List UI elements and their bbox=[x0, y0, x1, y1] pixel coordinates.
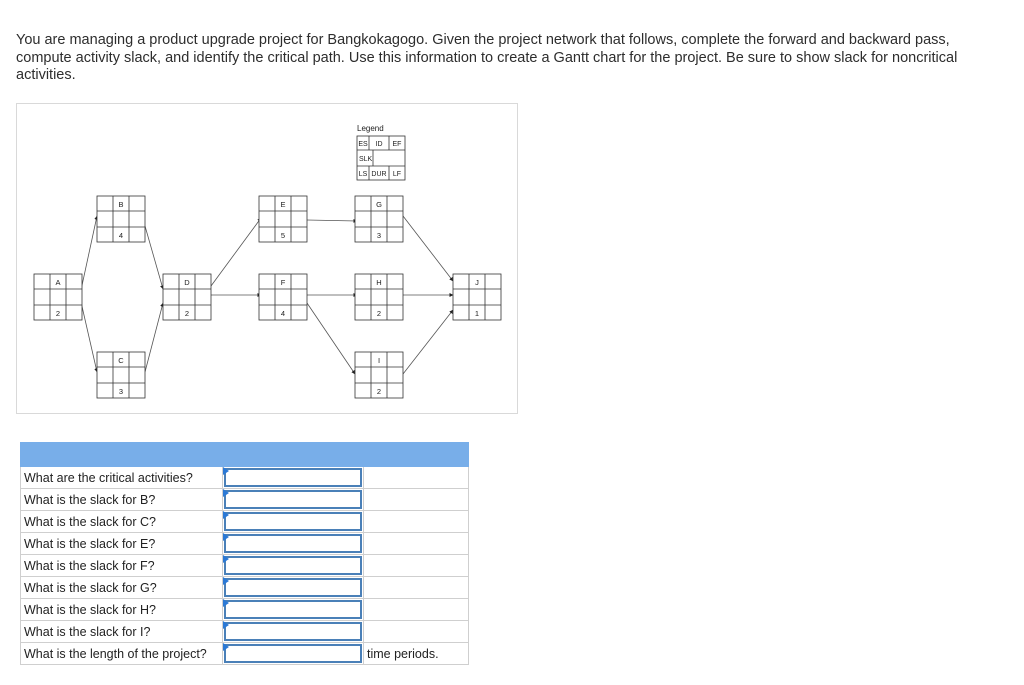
node-f-id: F bbox=[280, 278, 286, 287]
answer-table-header bbox=[21, 443, 469, 467]
node-h bbox=[355, 274, 403, 320]
question-row-slack-h bbox=[21, 599, 469, 621]
arrow-c-d bbox=[145, 303, 163, 372]
legend bbox=[357, 124, 405, 180]
legend-id: ID bbox=[375, 141, 383, 148]
node-j-id: J bbox=[475, 278, 479, 287]
answer-input-critical-activities[interactable] bbox=[224, 468, 362, 487]
arrow-a-c bbox=[81, 302, 97, 372]
problem-statement: You are managing a product upgrade project for Bangkokagogo. Given the project network that follows, complete the forward and backward pass, compute activity slack, and identify the critical path. Use this information to create a Gantt chart for the project. Be sure to show slack for noncritical activities. bbox=[16, 32, 958, 83]
node-e bbox=[259, 196, 307, 242]
node-d bbox=[163, 274, 211, 320]
node-a-dur: 2 bbox=[55, 309, 61, 318]
node-i bbox=[355, 352, 403, 398]
answer-flag-icon bbox=[223, 533, 229, 541]
question-label: What are the critical activities? bbox=[21, 467, 223, 489]
answer-input-slack-g[interactable] bbox=[224, 578, 362, 597]
node-c-id: C bbox=[118, 356, 124, 365]
question-row-slack-e bbox=[21, 533, 469, 555]
legend-title: Legend bbox=[357, 124, 384, 133]
node-d-dur: 2 bbox=[184, 309, 190, 318]
answer-flag-icon bbox=[223, 599, 229, 607]
question-label: What is the slack for G? bbox=[21, 577, 223, 599]
arrow-a-b bbox=[81, 216, 97, 290]
answer-flag-icon bbox=[223, 577, 229, 585]
node-a-id: A bbox=[55, 278, 61, 287]
arrow-g-j bbox=[403, 216, 453, 281]
arrow-e-g bbox=[307, 220, 357, 221]
answer-input-slack-i[interactable] bbox=[224, 622, 362, 641]
answer-flag-icon bbox=[223, 643, 229, 651]
answer-flag-icon bbox=[223, 489, 229, 497]
answer-input-slack-f[interactable] bbox=[224, 556, 362, 575]
node-c bbox=[97, 352, 145, 398]
network-svg bbox=[17, 104, 517, 413]
node-g-dur: 3 bbox=[376, 231, 382, 240]
node-d-id: D bbox=[184, 278, 190, 287]
node-c-dur: 3 bbox=[118, 387, 124, 396]
node-h-id: H bbox=[376, 278, 382, 287]
answer-flag-icon bbox=[223, 467, 229, 475]
answer-unit-time-periods: time periods. bbox=[364, 643, 469, 665]
answer-input-slack-b[interactable] bbox=[224, 490, 362, 509]
node-i-id: I bbox=[377, 356, 381, 365]
question-label: What is the slack for C? bbox=[21, 511, 223, 533]
answer-input-slack-c[interactable] bbox=[224, 512, 362, 531]
arrow-b-d bbox=[145, 226, 163, 289]
answer-unit bbox=[364, 621, 469, 643]
node-j bbox=[453, 274, 501, 320]
node-a bbox=[34, 274, 82, 320]
legend-es: ES bbox=[358, 141, 368, 148]
answer-flag-icon bbox=[223, 555, 229, 563]
node-b bbox=[97, 196, 145, 242]
question-label: What is the slack for B? bbox=[21, 489, 223, 511]
question-label: What is the slack for F? bbox=[21, 555, 223, 577]
node-e-id: E bbox=[280, 200, 286, 209]
answer-unit bbox=[364, 555, 469, 577]
legend-lf: LF bbox=[392, 171, 402, 178]
node-j-dur: 1 bbox=[474, 309, 480, 318]
question-label: What is the slack for I? bbox=[21, 621, 223, 643]
arrow-i-j bbox=[403, 310, 453, 374]
answer-flag-icon bbox=[223, 621, 229, 629]
node-f-dur: 4 bbox=[280, 309, 286, 318]
question-row-slack-b bbox=[21, 489, 469, 511]
answer-input-project-length[interactable] bbox=[224, 644, 362, 663]
question-row-critical-activities bbox=[21, 467, 469, 489]
question-row-slack-f bbox=[21, 555, 469, 577]
question-row-slack-g bbox=[21, 577, 469, 599]
answer-unit bbox=[364, 467, 469, 489]
answer-input-slack-e[interactable] bbox=[224, 534, 362, 553]
question-row-slack-i bbox=[21, 621, 469, 643]
legend-slk: SLK bbox=[359, 156, 373, 163]
question-label: What is the slack for E? bbox=[21, 533, 223, 555]
node-e-dur: 5 bbox=[280, 231, 286, 240]
node-b-dur: 4 bbox=[118, 231, 124, 240]
question-row-project-length bbox=[21, 643, 469, 665]
answer-unit bbox=[364, 511, 469, 533]
node-f bbox=[259, 274, 307, 320]
arrow-d-e bbox=[211, 218, 261, 286]
node-g bbox=[355, 196, 403, 242]
answer-unit bbox=[364, 599, 469, 621]
answer-unit bbox=[364, 577, 469, 599]
arrow-f-i bbox=[307, 303, 355, 374]
answer-unit bbox=[364, 533, 469, 555]
node-g-id: G bbox=[376, 200, 382, 209]
question-label: What is the length of the project? bbox=[21, 643, 223, 665]
question-label: What is the slack for H? bbox=[21, 599, 223, 621]
answer-input-slack-h[interactable] bbox=[224, 600, 362, 619]
node-h-dur: 2 bbox=[376, 309, 382, 318]
answer-table bbox=[20, 442, 469, 665]
legend-ef: EF bbox=[392, 141, 402, 148]
question-row-slack-c bbox=[21, 511, 469, 533]
node-i-dur: 2 bbox=[376, 387, 382, 396]
project-network-diagram bbox=[16, 103, 518, 414]
legend-dur: DUR bbox=[371, 171, 387, 178]
answer-unit bbox=[364, 489, 469, 511]
node-b-id: B bbox=[118, 200, 124, 209]
legend-ls: LS bbox=[358, 171, 368, 178]
answer-flag-icon bbox=[223, 511, 229, 519]
